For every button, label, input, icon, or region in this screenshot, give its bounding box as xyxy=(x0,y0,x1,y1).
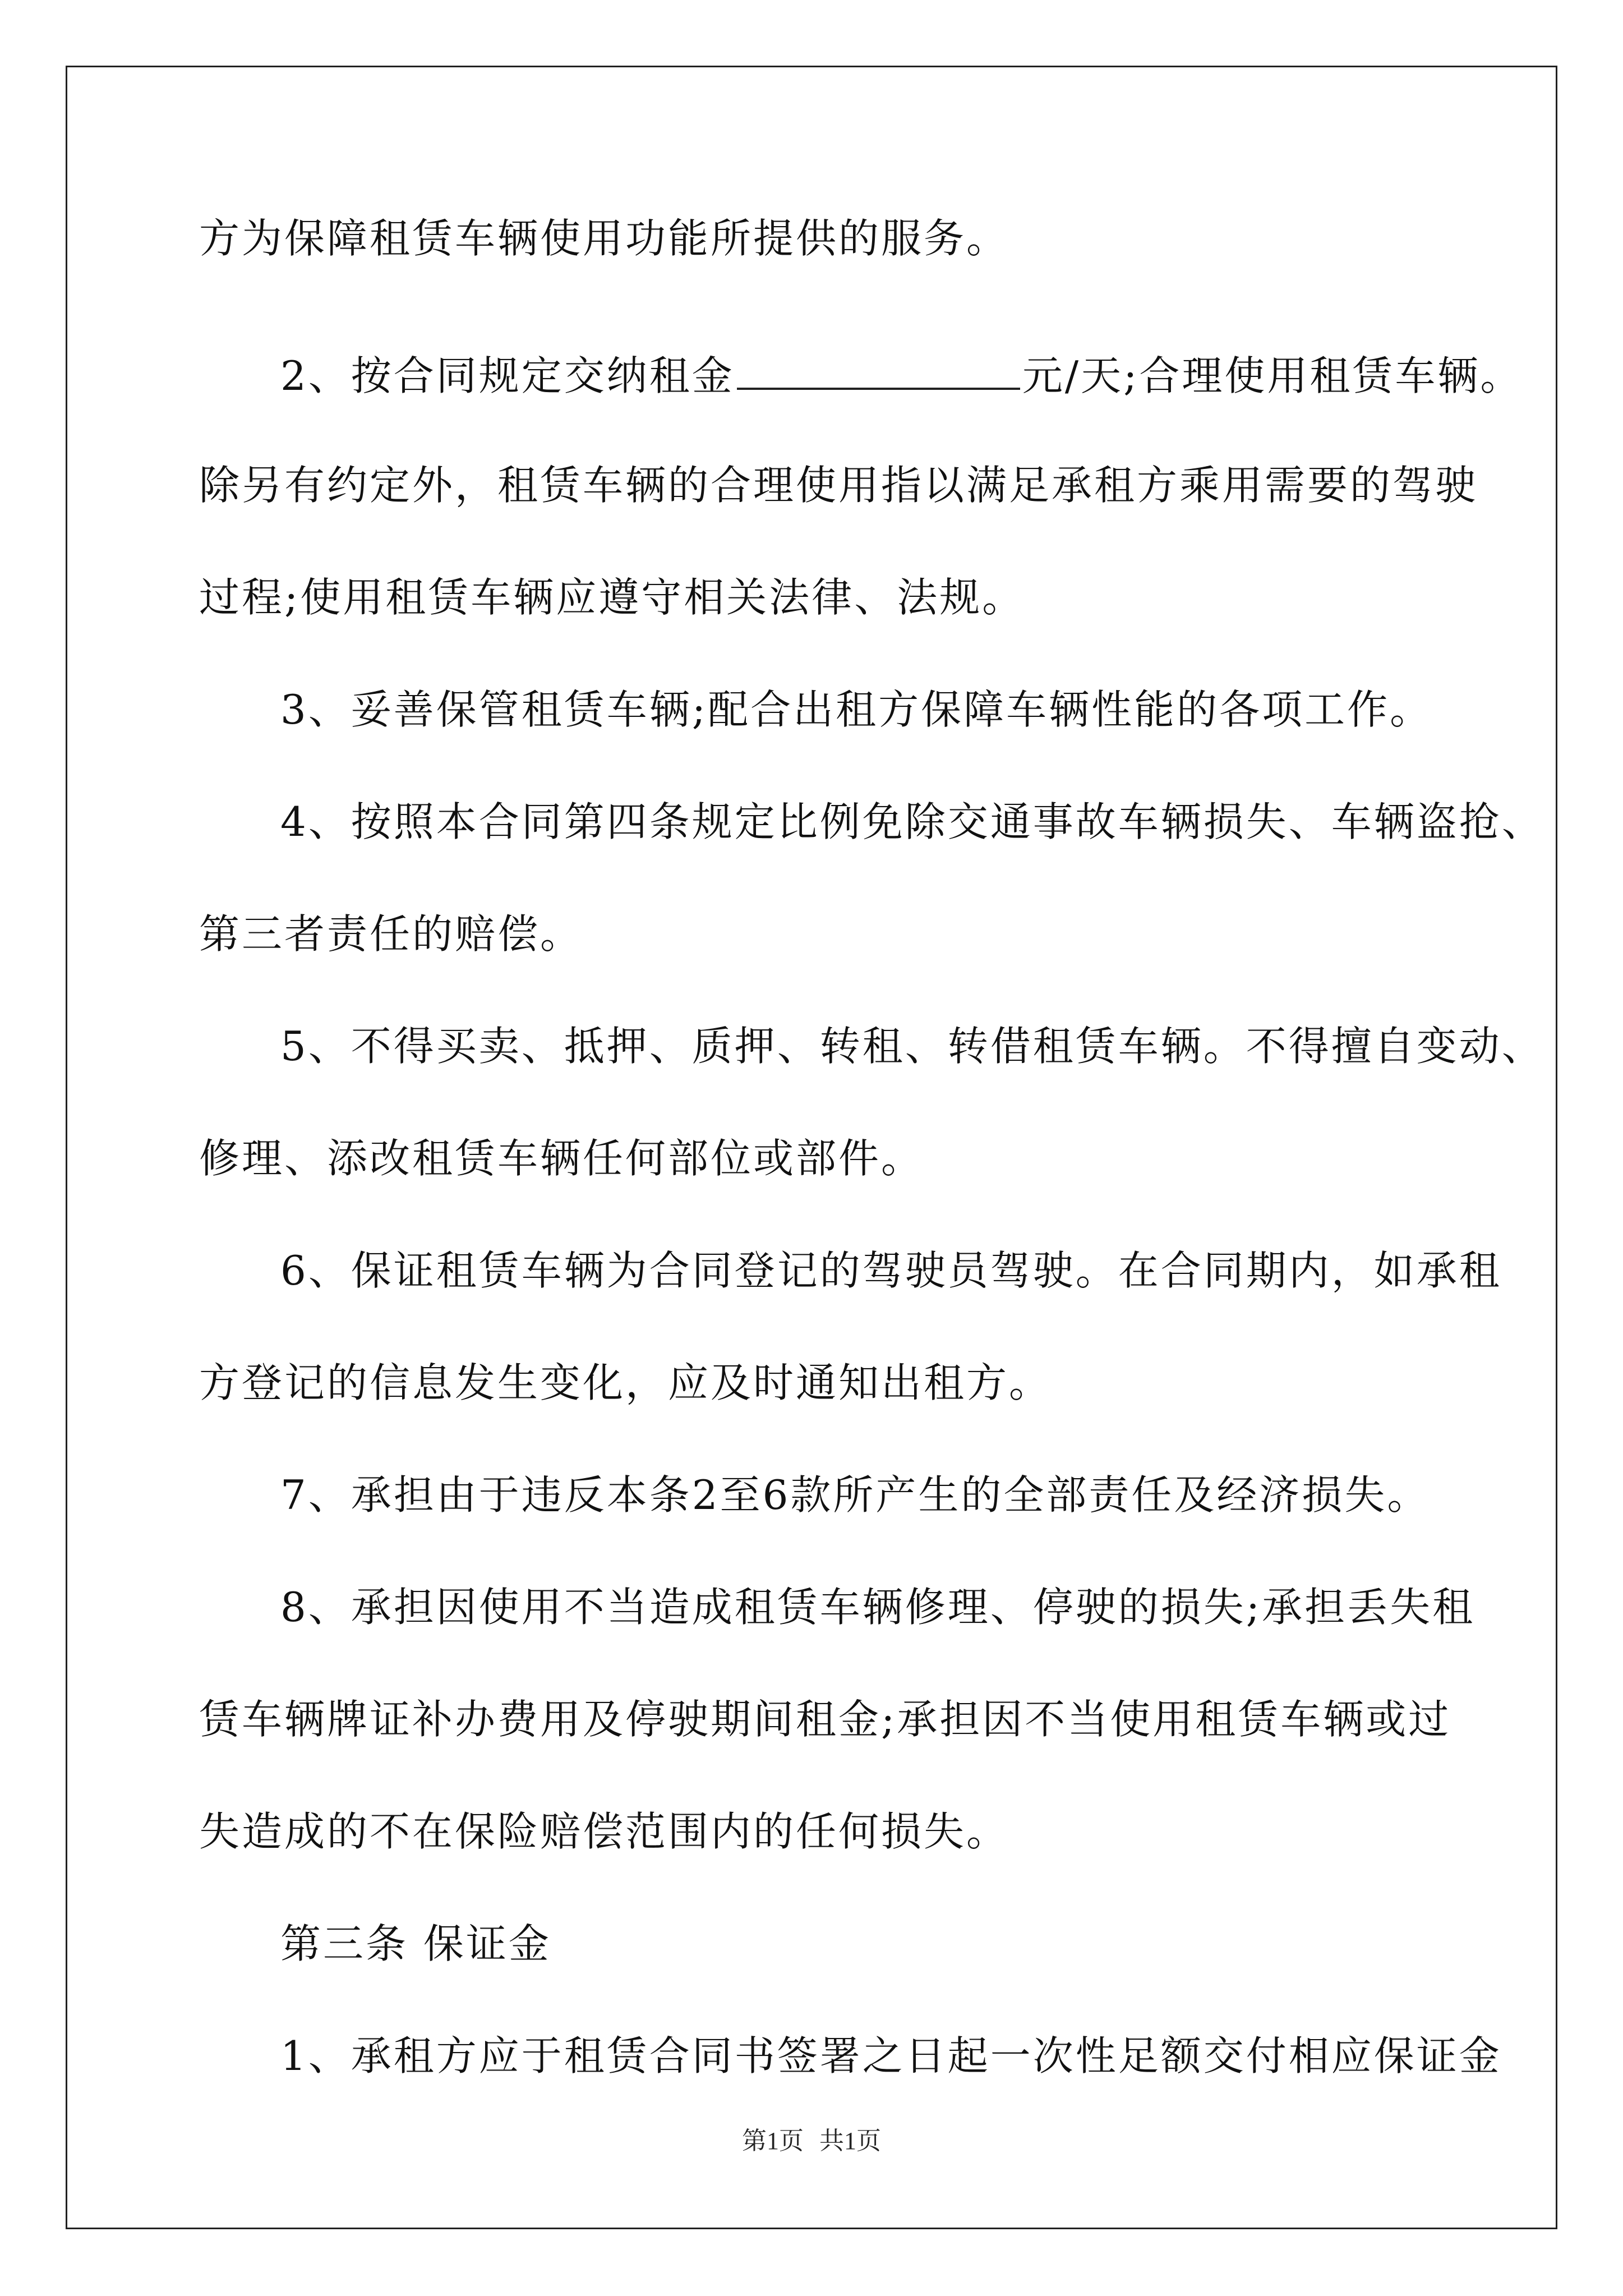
paragraph-line: 5、不得买卖、抵押、质押、转租、转借租赁车辆。不得擅自变动、 xyxy=(280,1023,1544,1070)
paragraph-line: 过程;使用租赁车辆应遵守相关法律、法规。 xyxy=(199,574,1025,621)
clause-text: 2、按合同规定交纳租金 xyxy=(280,352,735,399)
paragraph-line: 第三者责任的赔偿。 xyxy=(199,910,583,958)
clause-text: 元/天;合理使用租赁车辆。 xyxy=(1022,352,1523,399)
paragraph-line: 失造成的不在保险赔偿范围内的任何损失。 xyxy=(199,1808,1009,1855)
paragraph-line: 方登记的信息发生变化，应及时通知出租方。 xyxy=(199,1359,1052,1406)
paragraph-line: 赁车辆牌证补办费用及停驶期间租金;承担因不当使用租赁车辆或过 xyxy=(199,1696,1451,1743)
paragraph-line: 7、承担由于违反本条2至6款所产生的全部责任及经济损失。 xyxy=(280,1471,1430,1519)
paragraph-line: 3、妥善保管租赁车辆;配合出租方保障车辆性能的各项工作。 xyxy=(280,686,1433,733)
page-total: 共1页 xyxy=(819,2127,881,2155)
rent-amount-blank xyxy=(737,354,1020,390)
paragraph-line: 方为保障租赁车辆使用功能所提供的服务。 xyxy=(199,215,1009,262)
paragraph-line: 修理、添改租赁车辆任何部位或部件。 xyxy=(199,1135,924,1182)
paragraph-line: 1、承租方应于租赁合同书签署之日起一次性足额交付相应保证金 xyxy=(280,2032,1502,2079)
paragraph-line: 4、按照本合同第四条规定比例免除交通事故车辆损失、车辆盗抢、 xyxy=(280,798,1544,845)
page-footer xyxy=(0,2120,1623,2156)
page-number: 第1页 xyxy=(742,2127,804,2155)
paragraph-line: 8、承担因使用不当造成租赁车辆修理、停驶的损失;承担丢失租 xyxy=(280,1584,1476,1631)
paragraph-line: 除另有约定外，租赁车辆的合理使用指以满足承租方乘用需要的驾驶 xyxy=(199,462,1478,509)
paragraph-line: 6、保证租赁车辆为合同登记的驾驶员驾驶。在合同期内，如承租 xyxy=(280,1247,1502,1294)
section-heading: 第三条 保证金 xyxy=(280,1920,551,1967)
paragraph-line xyxy=(280,351,1523,401)
